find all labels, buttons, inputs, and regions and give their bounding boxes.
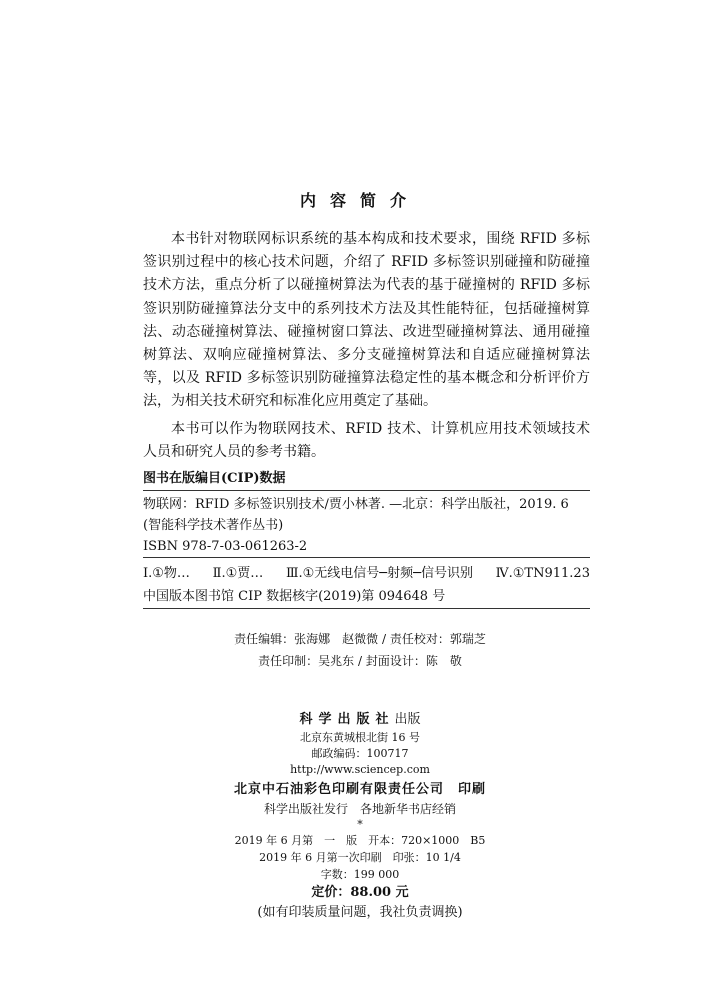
credits-line-2: 责任印制：吴兆东 / 封面设计：陈 敬 xyxy=(258,654,462,668)
cip-class-4: Ⅳ.①TN911.23 xyxy=(495,566,590,581)
summary-paragraph-1: 本书针对物联网标识系统的基本构成和技术要求，围绕 RFID 多标签识别过程中的核心技术问题，介绍了 RFID 多标签识别碰撞和防碰撞技术方法，重点分析了以碰撞树算法为代表的基于碰撞树的 RFID 多标签识别防碰撞算法分支中的系列技术方法及其性能特征，包括碰撞树算法、动态碰撞树算法、碰撞树窗口算法、改进型碰撞树算法、通用碰撞树算法、双响应碰撞树算法、多分支碰撞树算法和自适应碰撞树算法等，以及 RFID 多标签识别防碰撞算法稳定性的基本概念和分析评价方法，为相关技术研究和标准化应用奠定了基础。 xyxy=(143,231,590,410)
cip-class-1: Ⅰ.①物… xyxy=(143,566,190,581)
cip-divider xyxy=(143,557,590,558)
printer-line: 北京中石油彩色印刷有限责任公司 印刷 xyxy=(233,782,486,797)
credits-line-1: 责任编辑：张海娜 赵微微 / 责任校对：郭瑞芝 xyxy=(234,632,486,646)
cip-heading: 图书在版编目(CIP)数据 xyxy=(143,471,286,486)
publisher-name xyxy=(0,710,720,730)
book-summary xyxy=(143,228,590,468)
page-title: 内容简介 xyxy=(299,191,420,210)
credits xyxy=(0,628,720,672)
cip-class-2: Ⅱ.①贾… xyxy=(212,566,264,581)
price: 定价：88.00 元 xyxy=(311,885,409,900)
cip-bottom-rule xyxy=(143,608,590,609)
word-count: 字数：199 000 xyxy=(320,868,400,881)
publisher-block xyxy=(0,710,720,923)
publisher-website: http://www.sciencep.com xyxy=(290,763,430,776)
cip-isbn: ISBN 978-7-03-061263-2 xyxy=(143,539,308,554)
printing-line: 2019 年 6 月第一次印刷 印张：10 1/4 xyxy=(259,851,461,864)
distribution-line: 科学出版社发行 各地新华书店经销 xyxy=(263,802,456,816)
cip-title-line: 物联网：RFID 多标签识别技术/贾小林著. —北京：科学出版社，2019. 6 xyxy=(143,497,569,512)
cip-block xyxy=(143,468,590,609)
publisher-logo-text: 科学出版社 xyxy=(299,712,395,727)
publisher-address: 北京东黄城根北街 16 号 xyxy=(300,731,420,744)
cip-classification xyxy=(143,561,590,586)
cip-check-number: 中国版本图书馆 CIP 数据核字(2019)第 094648 号 xyxy=(143,589,446,604)
cip-class-3: Ⅲ.①无线电信号─射频─信号识别 xyxy=(285,566,473,581)
summary-paragraph-2: 本书可以作为物联网技术、RFID 技术、计算机应用技术领域技术人员和研究人员的参考书籍。 xyxy=(143,420,590,460)
publisher-postcode: 邮政编码：100717 xyxy=(311,747,409,760)
asterisk-separator: * xyxy=(357,818,363,831)
cip-body xyxy=(143,491,590,608)
quality-notice: (如有印装质量问题，我社负责调换) xyxy=(257,905,463,920)
cip-series-line: (智能科学技术著作丛书) xyxy=(143,518,284,533)
edition-line: 2019 年 6 月第 一 版 开本：720×1000 B5 xyxy=(234,834,486,847)
publisher-name-suffix: 出版 xyxy=(394,712,421,727)
